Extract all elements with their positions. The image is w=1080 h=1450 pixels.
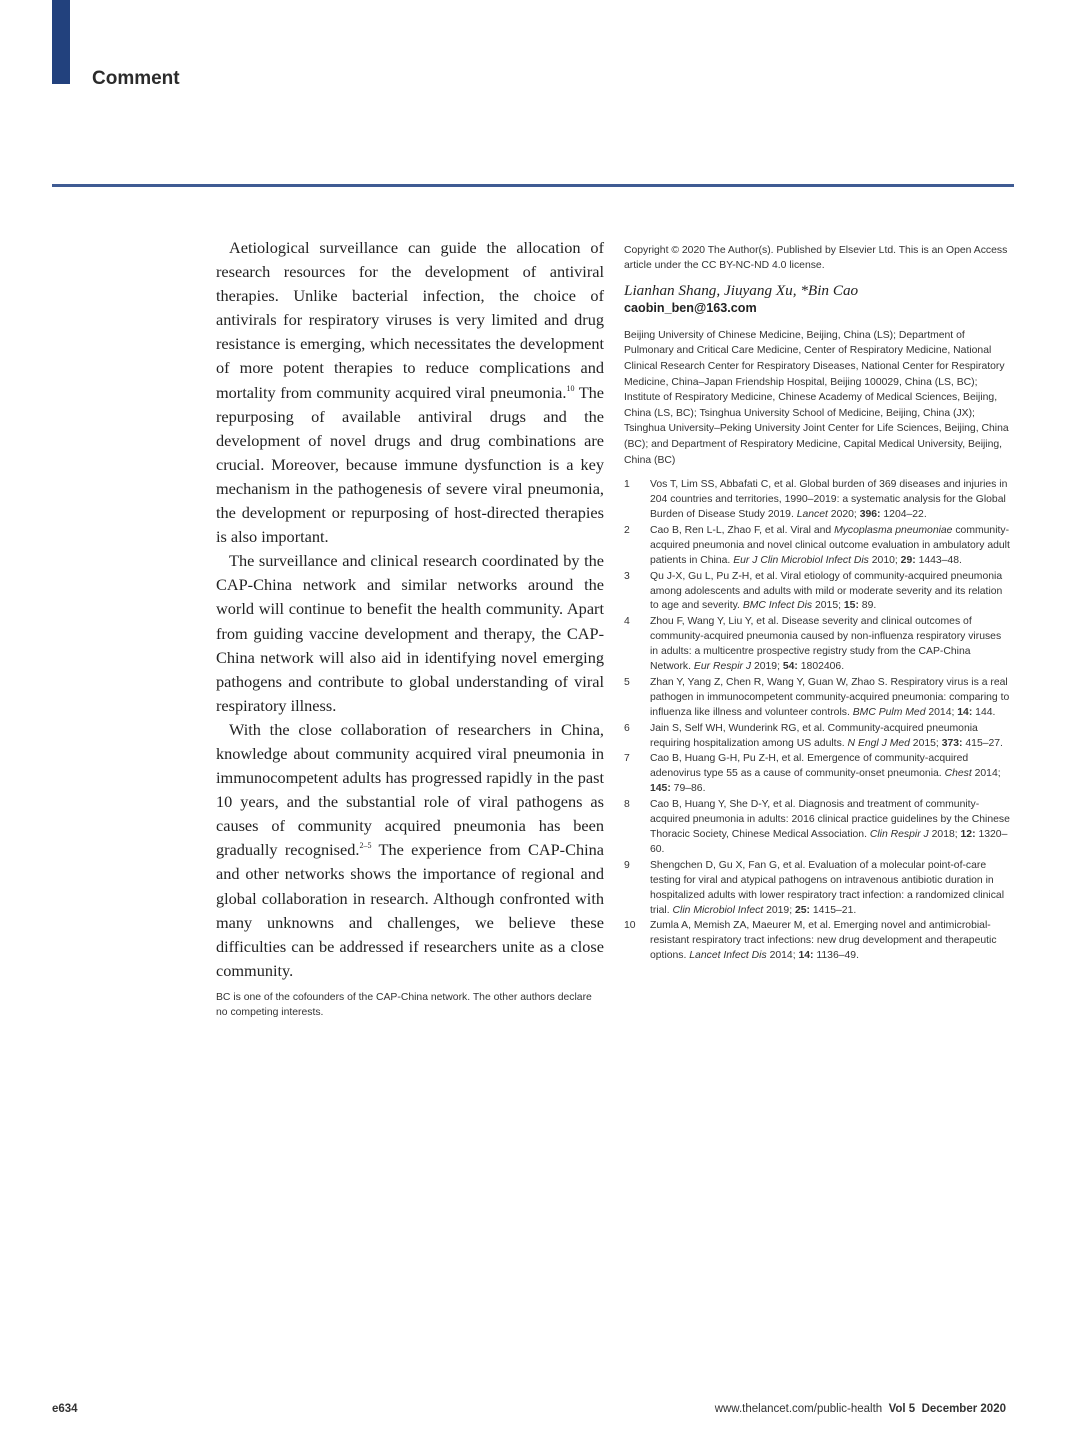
citation-superscript[interactable]: 2–5 — [359, 841, 372, 851]
corresponding-email[interactable]: caobin_ben@163.com — [624, 300, 757, 315]
reference-text: Shengchen D, Gu X, Fan G, et al. Evaluation of a molecular point-of-care testing for viral and atypical pathogens on intravenous antibiotic duration in hospitalized adults with lower respiratory tract infection: a randomized clinical trial. Clin Microbiol Infect 2019; 25: 1415–21. — [650, 859, 1005, 916]
reference-text: Zumla A, Memish ZA, Maeurer M, et al. Emerging novel and antimicrobial-resistant respiratory tract infections: new drug development and therapeutic options. Lancet Infect Dis 2014; 14: 1136–49. — [650, 920, 997, 962]
reference-item — [624, 798, 1012, 858]
reference-number: 5 — [624, 676, 630, 688]
header-rule — [52, 184, 1014, 187]
reference-item — [624, 722, 1012, 752]
reference-text: Cao B, Huang G-H, Pu Z-H, et al. Emergence of community-acquired adenovirus type 55 as a cause of community-onset pneumonia. Chest 2014; 145: 79–86. — [650, 753, 1001, 795]
volume: Vol 5 — [888, 1403, 916, 1415]
reference-text: Zhan Y, Yang Z, Chen R, Wang Y, Guan W, Zhao S. Respiratory virus is a real pathogen in immunocompetent community-acquired pneumonia: comparing to influenza like illness and volunteer controls. BMC Pulm Med 2014; 14: 144. — [650, 676, 1010, 718]
citation-superscript[interactable]: 10 — [566, 383, 575, 393]
body-paragraph-2: The surveillance and clinical research coordinated by the CAP-China network and similar networks around the world will continue to benefit the health community. Apart from guiding vaccine development and therapy, the CAP-China network will also aid in identifying novel emerging pathogens and contribute to global understanding of viral respiratory illness. — [216, 551, 604, 715]
competing-interests-note: BC is one of the cofounders of the CAP-China network. The other authors declare no competing interests. — [216, 991, 592, 1019]
reference-list — [624, 478, 1012, 964]
body-paragraph-1: Aetiological surveillance can guide the allocation of research resources for the development of antiviral therapies. Unlike bacterial infection, the choice of antivirals for respiratory viruses is very limited and drug resistance is emerging, which necessitates the development of more potent therapies to reduce complications and mortality from community acquired viral pneumonia.$^{10}$ The repurposing of available antiviral drugs and the development of novel drugs and drug combinations are crucial. Moreover, because immune dysfunction is a key mechanism in the pathogenesis of severe viral pneumonia, the development or repurposing of host-directed therapies is also important. — [216, 238, 604, 547]
reference-number: 8 — [624, 799, 630, 811]
reference-number: 9 — [624, 859, 630, 871]
reference-text: Cao B, Huang Y, She D-Y, et al. Diagnosis and treatment of community-acquired pneumonia in adults: 2016 clinical practice guidelines by the Chinese Thoracic Society, Chinese Medical Association. Clin Respir J 2018; 12: 1320–60. — [650, 799, 1010, 855]
reference-number: 1 — [624, 479, 630, 491]
page-number: e634 — [52, 1403, 78, 1415]
right-column — [624, 243, 1012, 965]
reference-item — [624, 478, 1012, 523]
reference-item — [624, 752, 1012, 797]
reference-item — [624, 524, 1012, 569]
reference-number: 3 — [624, 570, 630, 582]
reference-text: Zhou F, Wang Y, Liu Y, et al. Disease severity and clinical outcomes of community-acquired pneumonia caused by non-influenza respiratory viruses in adults: a multicentre prospective registry study from the CAP-China Network. Eur Respir J 2019; 54: 1802406. — [650, 616, 1002, 673]
reference-number: 2 — [624, 524, 630, 536]
reference-number: 4 — [624, 616, 630, 628]
reference-item — [624, 859, 1012, 919]
body-paragraph-3: With the close collaboration of researchers in China, knowledge about community acquired viral pneumonia in immunocompetent adults has progressed rapidly in the past 10 years, and the substantial role of viral pathogens as causes of community acquired pneumonia has been gradually recognised.$^{2-5}$ The experience from CAP-China and other networks shows the importance of regional and global collaboration in research. Although confronted with many unknowns and challenges, we believe these difficulties can be addressed if researchers unite as a close community. — [216, 719, 604, 980]
reference-number: 10 — [624, 920, 636, 932]
footer-info — [715, 1403, 1006, 1415]
section-label: Comment — [92, 68, 180, 89]
author-list: Lianhan Shang, Jiuyang Xu, *Bin Cao — [624, 281, 859, 299]
copyright-notice: Copyright © 2020 The Author(s). Published by Elsevier Ltd. This is an Open Access article under the CC BY-NC-ND 4.0 license. — [624, 245, 1008, 272]
reference-text: Vos T, Lim SS, Abbafati C, et al. Global burden of 369 diseases and injuries in 204 countries and territories, 1990–2019: a systematic analysis for the Global Burden of Disease Study 2019. Lancet 2020; 396: 1204–22. — [650, 479, 1008, 520]
reference-item — [624, 676, 1012, 721]
reference-item — [624, 615, 1012, 675]
reference-number: 6 — [624, 722, 630, 734]
reference-text: Qu J-X, Gu L, Pu Z-H, et al. Viral etiology of community-acquired pneumonia among adolescents and adults with mild or moderate severity and its relation to age and severity. BMC Infect Dis 2015; 15: 89. — [650, 570, 1003, 612]
journal-url[interactable]: www.thelancet.com/public-health — [714, 1403, 883, 1415]
reference-item — [624, 570, 1012, 615]
left-column — [216, 236, 604, 1020]
header-accent-bar — [52, 0, 70, 84]
reference-text: Jain S, Self WH, Wunderink RG, et al. Community-acquired pneumonia requiring hospitalization among US adults. N Engl J Med 2015; 373: 415–27. — [650, 722, 1003, 749]
issue-date: December 2020 — [921, 1403, 1006, 1415]
reference-number: 7 — [624, 753, 630, 765]
affiliations: Beijing University of Chinese Medicine, Beijing, China (LS); Department of Pulmonary and Critical Care Medicine, Center of Respiratory Medicine, National Clinical Research Center for Respiratory Diseases, National Center for Respiratory Medicine, China–Japan Friendship Hospital, Beijing 100029, China (LS, BC); Institute of Respiratory Medicine, Chinese Academy of Medical Sciences, Beijing, China (LS, BC); Tsinghua University School of Medicine, Beijing, China (JX); Tsinghua University–Peking University Joint Center for Life Sciences, Beijing, China (BC); and Department of Respiratory Medicine, Capital Medical University, Beijing, China (BC) — [624, 329, 1009, 466]
reference-text: Cao B, Ren L-L, Zhao F, et al. Viral and Mycoplasma pneumoniae community-acquired pneumonia and novel clinical outcome evaluation in ambulatory adult patients in China. Eur J Clin Microbiol Infect Dis 2010; 29: 1443–48. — [650, 524, 1010, 566]
reference-item — [624, 919, 1012, 964]
